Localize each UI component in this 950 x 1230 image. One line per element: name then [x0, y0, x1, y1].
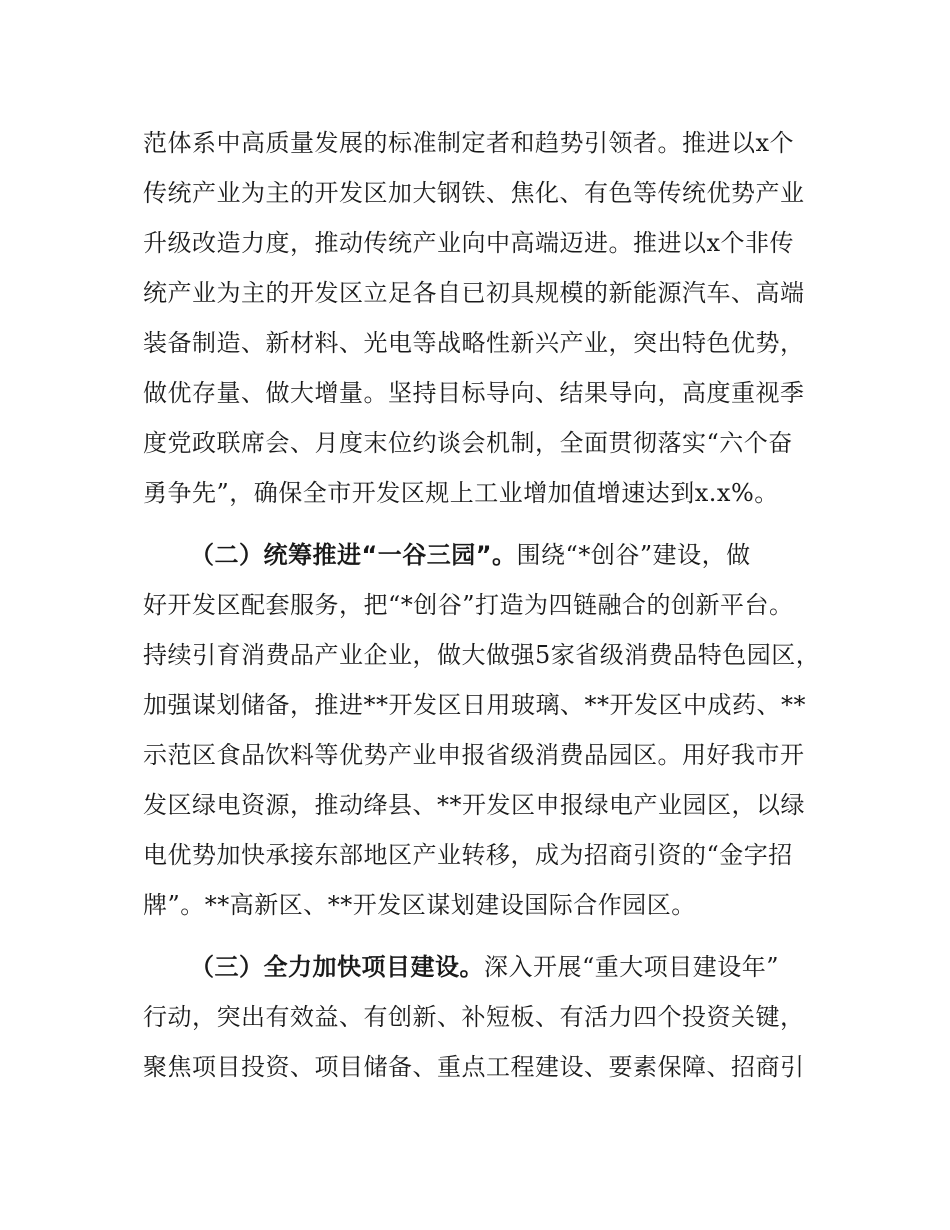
section-3-heading: （三）全力加快项目建设。	[190, 953, 484, 981]
text-line: 好开发区配套服务，把“*创谷”打造为四链融合的创新平台。	[143, 591, 794, 619]
text-line: 传统产业为主的开发区加大钢铁、焦化、有色等传统优势产业	[143, 179, 805, 207]
section-2-first-line	[190, 540, 830, 570]
section-3-first-line-text: 深入开展“重大项目建设年”	[484, 953, 780, 981]
text-line: 加强谋划储备，推进**开发区日用玻璃、**开发区中成药、**	[143, 691, 806, 719]
text-line: 勇争先”，确保全市开发区规上工业增加值增速达到x.x%。	[143, 479, 779, 507]
text-line: 持续引育消费品产业企业，做大做强5家省级消费品特色园区，	[143, 641, 821, 669]
text-line: 度党政联席会、月度末位约谈会机制，全面贯彻落实“六个奋	[143, 429, 793, 457]
text-line: 装备制造、新材料、光电等战略性新兴产业，突出特色优势，	[143, 329, 805, 357]
section-3-first-line	[190, 952, 830, 982]
text-line: 范体系中高质量发展的标准制定者和趋势引领者。推进以x个	[143, 129, 795, 157]
text-line: 牌”。**高新区、**开发区谋划建设国际合作园区。	[143, 891, 696, 919]
text-line: 电优势加快承接东部地区产业转移，成为招商引资的“金字招	[143, 841, 793, 869]
text-line: 聚焦项目投资、项目储备、重点工程建设、要素保障、招商引	[143, 1053, 805, 1081]
text-line: 做优存量、做大增量。坚持目标导向、结果导向，高度重视季	[143, 379, 805, 407]
text-line: 示范区食品饮料等优势产业申报省级消费品园区。用好我市开	[143, 741, 805, 769]
text-line: 升级改造力度，推动传统产业向中高端迈进。推进以x个非传	[143, 229, 795, 257]
text-line: 统产业为主的开发区立足各自已初具规模的新能源汽车、高端	[143, 279, 805, 307]
section-2-heading: （二）统筹推进“一谷三园”。	[190, 541, 517, 569]
section-2-first-line-text: 围绕“*创谷”建设，做	[516, 541, 751, 569]
text-line: 发区绿电资源，推动绛县、**开发区申报绿电产业园区，以绿	[143, 791, 805, 819]
text-line: 行动，突出有效益、有创新、补短板、有活力四个投资关键，	[143, 1003, 805, 1031]
